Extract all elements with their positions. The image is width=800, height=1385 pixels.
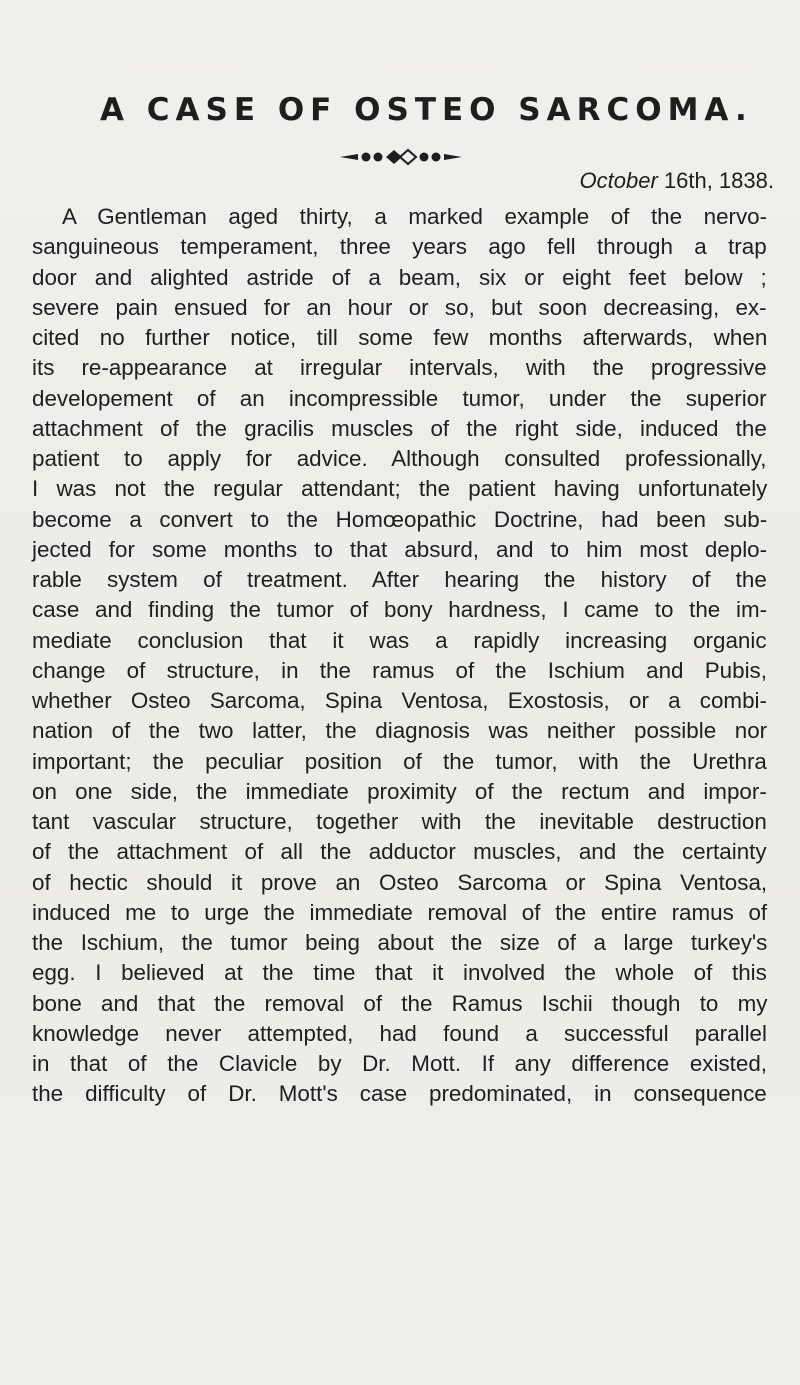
body-line: of the attachment of all the adductor muscles, and the certainty xyxy=(32,839,767,865)
body-line: attachment of the gracilis muscles of the right side, induced the xyxy=(32,415,767,441)
body-line: jected for some months to that absurd, and to him most deplo- xyxy=(32,536,768,562)
body-line: case and finding the tumor of bony hardness, I came to the im- xyxy=(32,597,768,623)
body-line: the difficulty of Dr. Mott's case predominated, in consequence xyxy=(32,1081,767,1107)
body-line: whether Osteo Sarcoma, Spina Ventosa, Exostosis, or a combi- xyxy=(32,688,767,713)
body-line: knowledge never attempted, had found a successful parallel xyxy=(32,1020,767,1046)
body-line: nation of the two latter, the diagnosis was neither possible nor xyxy=(32,718,768,744)
date-rest: 16th, 1838. xyxy=(657,168,774,193)
body-line: I was not the regular attendant; the patient having unfortunately xyxy=(32,476,768,502)
body-line: rable system of treatment. After hearing the history of the xyxy=(32,567,767,592)
dagger-diamond-ornament-icon xyxy=(336,146,466,168)
body-line: its re-appearance at irregular intervals, with the progressive xyxy=(32,355,767,381)
body-line: cited no further notice, till some few months afterwards, when xyxy=(32,325,768,350)
body-line: egg. I believed at the time that it involved the whole of this xyxy=(32,960,767,986)
body-line: bone and that the removal of the Ramus Ischii though to my xyxy=(32,990,768,1016)
body-line: developement of an incompressible tumor, under the superior xyxy=(32,385,767,411)
body-line: severe pain ensued for an hour or so, but soon decreasing, ex- xyxy=(32,294,767,320)
body-line: in that of the Clavicle by Dr. Mott. If any difference existed, xyxy=(32,1051,768,1076)
body-line: tant vascular structure, together with the inevitable destruction xyxy=(32,809,767,834)
body-line: on one side, the immediate proximity of the rectum and impor- xyxy=(32,778,767,804)
body-line: become a convert to the Homœopathic Doctrine, had been sub- xyxy=(32,506,768,532)
body-line: mediate conclusion that it was a rapidly increasing organic xyxy=(32,627,767,653)
body-line: A Gentleman aged thirty, a marked example of the nervo- xyxy=(62,204,768,229)
body-line: patient to apply for advice. Although consulted professionally, xyxy=(32,446,767,471)
body-line: important; the peculiar position of the tumor, with the Urethra xyxy=(32,748,767,774)
body-line: change of structure, in the ramus of the Ischium and Pubis, xyxy=(32,657,767,683)
dateline xyxy=(580,168,774,194)
body-line: the Ischium, the tumor being about the size of a large turkey's xyxy=(32,930,768,955)
body-line: door and alighted astride of a beam, six or eight feet below ; xyxy=(32,264,767,290)
document-title: A CASE OF OSTEO SARCOMA. xyxy=(100,92,753,128)
body-line: sanguineous temperament, three years ago fell through a trap xyxy=(32,234,767,260)
body-line: of hectic should it prove an Osteo Sarcoma or Spina Ventosa, xyxy=(32,869,768,895)
body-line: induced me to urge the immediate removal of the entire ramus of xyxy=(32,899,768,925)
date-month: October xyxy=(579,168,658,193)
